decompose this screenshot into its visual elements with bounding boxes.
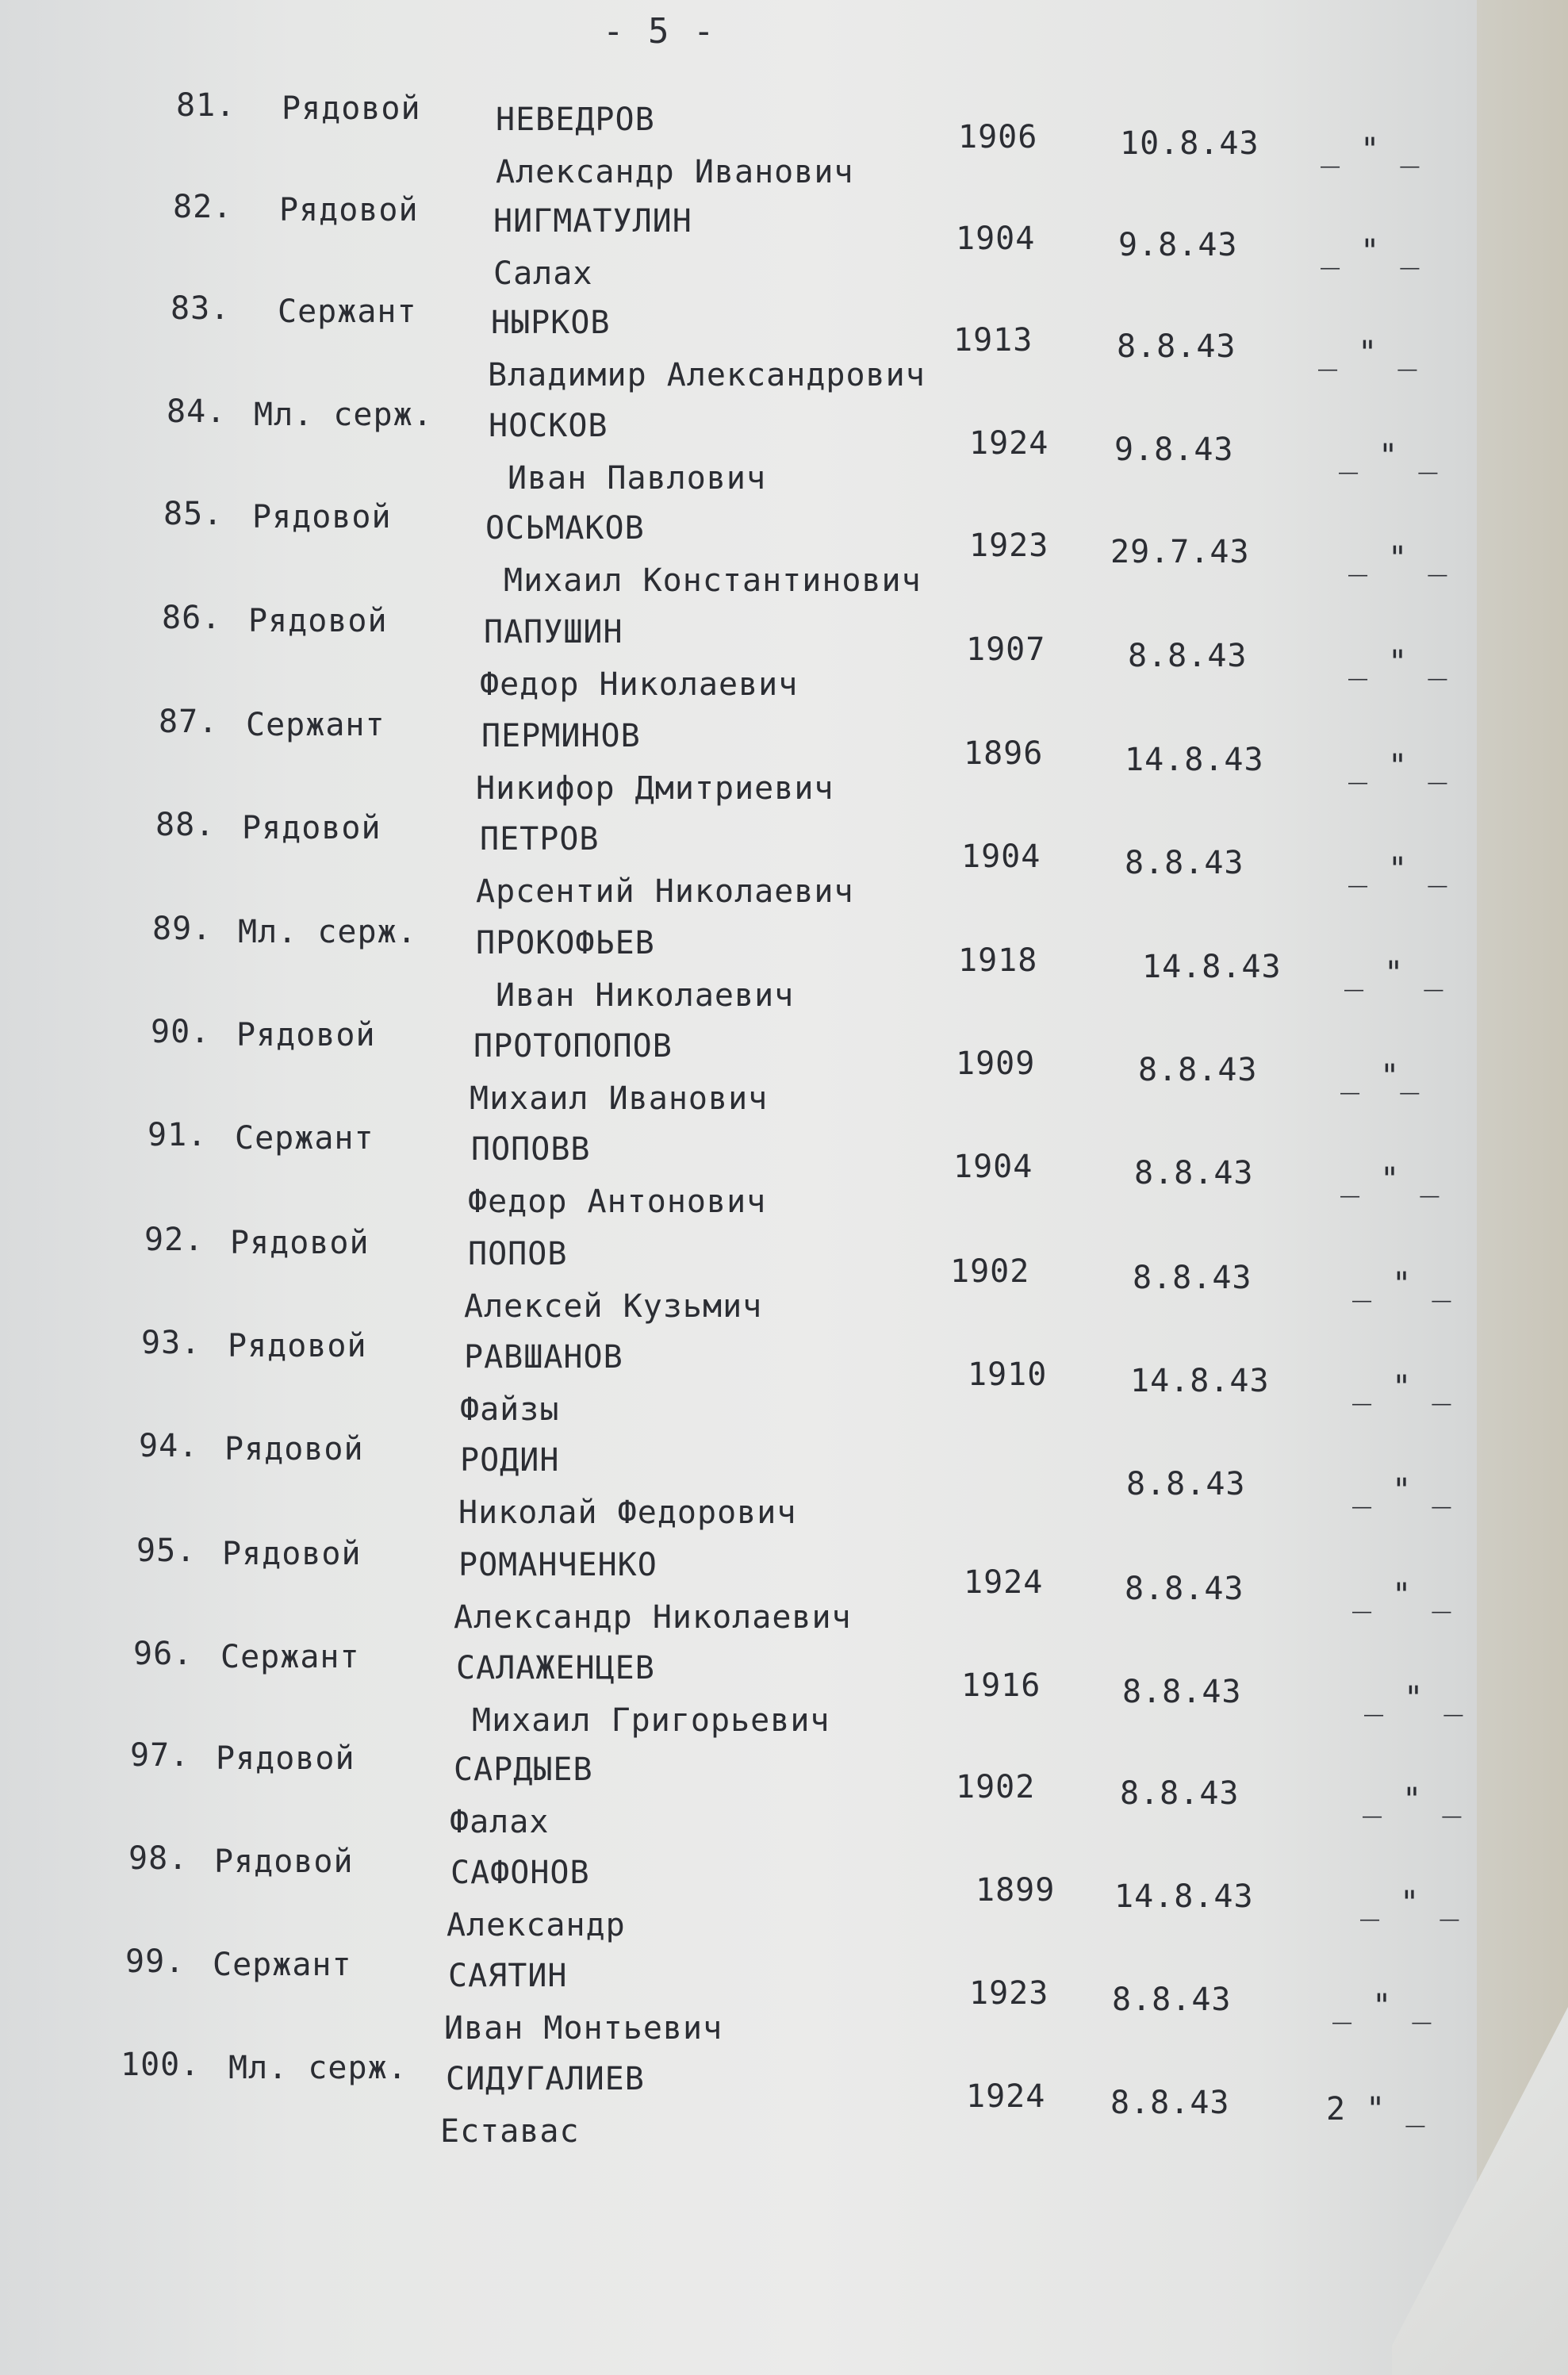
- list-item: [0, 807, 1477, 911]
- ditto-mark: _ " _: [1348, 851, 1448, 888]
- entry-number: 85.: [163, 496, 224, 532]
- list-item: [0, 1117, 1477, 1221]
- entry-rank: Рядовой: [236, 1017, 376, 1053]
- entry-rank: Рядовой: [222, 1536, 362, 1572]
- entry-surname: ПЕТРОВ: [480, 821, 600, 858]
- entry-year: 1923: [969, 1975, 1049, 2012]
- entry-year: 1916: [961, 1667, 1041, 1704]
- entry-date: 8.8.43: [1138, 1052, 1258, 1088]
- entry-year: 1910: [968, 1356, 1048, 1393]
- entry-number: 94.: [139, 1428, 199, 1464]
- entry-given-name: Еставас: [440, 2113, 580, 2150]
- entry-date: 14.8.43: [1125, 742, 1264, 778]
- background-edge: [1477, 0, 1568, 2375]
- entry-number: 83.: [171, 290, 231, 327]
- entry-surname: САРДЫЕВ: [454, 1752, 593, 1788]
- entry-given-name: Иван Павлович: [508, 460, 767, 497]
- entry-rank: Сержант: [220, 1639, 360, 1675]
- entry-date: 8.8.43: [1134, 1155, 1254, 1191]
- entry-number: 97.: [130, 1737, 190, 1774]
- entry-year: 1907: [966, 631, 1046, 668]
- entry-year: 1904: [961, 838, 1041, 875]
- entry-surname: СИДУГАЛИЕВ: [446, 2061, 645, 2097]
- entry-surname: ПОПОВ: [468, 1236, 568, 1272]
- entry-year: 1904: [956, 221, 1036, 257]
- entry-year: 1924: [966, 2078, 1046, 2115]
- entry-surname: САЯТИН: [448, 1958, 568, 1994]
- entry-surname: РОМАНЧЕНКО: [458, 1547, 657, 1583]
- entry-year: 1904: [953, 1149, 1033, 1185]
- ditto-mark: _ " _: [1363, 1782, 1463, 1818]
- entry-rank: Рядовой: [248, 603, 388, 639]
- list-item: [0, 393, 1477, 497]
- entry-given-name: Александр Иванович: [496, 154, 854, 190]
- ditto-mark: _ " _: [1348, 748, 1448, 785]
- entry-year: 1902: [956, 1769, 1036, 1805]
- entry-number: 96.: [133, 1636, 194, 1672]
- entry-given-name: Иван Николаевич: [496, 977, 795, 1014]
- entry-surname: ПОПОВВ: [471, 1131, 591, 1168]
- list-item: [0, 704, 1477, 808]
- list-item: [0, 1943, 1477, 2047]
- entry-year: 1902: [950, 1253, 1030, 1290]
- entry-date: 14.8.43: [1142, 949, 1282, 985]
- ditto-mark: _ " _: [1318, 335, 1418, 371]
- entry-year: 1899: [976, 1872, 1056, 1909]
- entry-number: 93.: [141, 1325, 201, 1361]
- entry-rank: Рядовой: [216, 1740, 355, 1777]
- entry-year: 1896: [964, 735, 1044, 772]
- entry-year: 1913: [953, 322, 1033, 359]
- list-item: [0, 87, 1477, 191]
- entry-surname: РОДИН: [460, 1442, 560, 1479]
- entry-rank: Мл. серж.: [254, 397, 433, 433]
- entry-rank: Рядовой: [230, 1225, 370, 1261]
- ditto-mark: _ " _: [1332, 1988, 1432, 2024]
- entry-date: 8.8.43: [1110, 2085, 1230, 2121]
- entry-given-name: Салах: [493, 255, 593, 292]
- entry-number: 87.: [159, 704, 219, 740]
- ditto-mark: _ " _: [1352, 1369, 1452, 1406]
- entry-number: 90.: [151, 1014, 211, 1050]
- entry-number: 100.: [121, 2047, 201, 2083]
- list-item: [0, 1014, 1477, 1118]
- ditto-mark: _ " _: [1344, 955, 1444, 992]
- entry-date: 8.8.43: [1133, 1260, 1252, 1296]
- entry-date: 8.8.43: [1122, 1674, 1242, 1710]
- entry-date: 14.8.43: [1130, 1363, 1270, 1399]
- list-item: [0, 1428, 1477, 1532]
- entry-surname: ОСЬМАКОВ: [485, 510, 645, 547]
- entry-rank: Рядовой: [279, 192, 419, 228]
- entry-surname: САФОНОВ: [450, 1855, 590, 1891]
- entry-date: 8.8.43: [1126, 1466, 1246, 1502]
- ditto-mark: _ " _: [1352, 1472, 1452, 1509]
- entry-rank: Мл. серж.: [238, 914, 417, 950]
- entry-date: 8.8.43: [1125, 1571, 1244, 1607]
- entry-number: 84.: [167, 393, 227, 430]
- entry-year: 1909: [956, 1046, 1036, 1082]
- entry-date: 29.7.43: [1110, 534, 1250, 570]
- ditto-mark: 2 " _: [1326, 2091, 1426, 2128]
- list-item: [0, 911, 1477, 1015]
- entry-date: 14.8.43: [1114, 1878, 1254, 1915]
- entry-number: 82.: [173, 189, 233, 225]
- entry-given-name: Файзы: [460, 1391, 560, 1428]
- entry-number: 81.: [176, 87, 236, 124]
- entry-rank: Сержант: [235, 1120, 374, 1157]
- list-item: [0, 1325, 1477, 1429]
- list-item: [0, 1636, 1477, 1740]
- page-number: - 5 -: [603, 11, 716, 52]
- entry-given-name: Николай Федорович: [458, 1494, 797, 1531]
- entry-number: 88.: [155, 807, 216, 843]
- entry-surname: НЕВЕДРОВ: [496, 102, 655, 138]
- entry-year: 1923: [969, 528, 1049, 564]
- ditto-mark: _ " _: [1360, 1885, 1460, 1921]
- entry-surname: ПРОТОПОПОВ: [473, 1028, 673, 1065]
- entry-surname: РАВШАНОВ: [464, 1339, 623, 1376]
- entry-given-name: Александр: [447, 1907, 626, 1943]
- list-item: [0, 290, 1477, 394]
- ditto-mark: _ "_: [1340, 1058, 1420, 1095]
- entry-number: 89.: [152, 911, 213, 947]
- ditto-mark: _ " _: [1352, 1266, 1452, 1303]
- entry-number: 86.: [162, 600, 222, 636]
- entry-number: 95.: [136, 1533, 197, 1569]
- entry-given-name: Алексей Кузьмич: [464, 1288, 763, 1325]
- entry-number: 92.: [144, 1222, 205, 1258]
- entry-rank: Рядовой: [242, 810, 381, 846]
- entry-number: 91.: [148, 1117, 208, 1153]
- entry-given-name: Федор Антонович: [468, 1184, 767, 1220]
- list-item: [0, 496, 1477, 600]
- entry-given-name: Фалах: [450, 1804, 550, 1840]
- entry-surname: ПРОКОФЬЕВ: [476, 925, 655, 961]
- entry-date: 8.8.43: [1120, 1775, 1240, 1812]
- ditto-mark: _ " _: [1364, 1680, 1464, 1717]
- entry-rank: Мл. серж.: [228, 2050, 408, 2086]
- entry-date: 8.8.43: [1128, 638, 1248, 674]
- entry-surname: НЫРКОВ: [491, 305, 611, 341]
- entry-rank: Рядовой: [282, 90, 421, 127]
- entry-number: 99.: [125, 1943, 186, 1980]
- entry-surname: НИГМАТУЛИН: [493, 203, 692, 240]
- ditto-mark: _ " _: [1352, 1577, 1452, 1613]
- list-item: [0, 1533, 1477, 1636]
- entry-surname: ПАПУШИН: [484, 614, 623, 650]
- entry-given-name: Федор Николаевич: [480, 666, 799, 703]
- entry-rank: Рядовой: [228, 1328, 367, 1364]
- list-item: [0, 2047, 1477, 2151]
- entry-given-name: Михаил Константинович: [504, 562, 922, 599]
- ditto-mark: _ " _: [1340, 1161, 1440, 1198]
- entry-rank: Сержант: [278, 294, 417, 330]
- ditto-mark: _ " _: [1321, 132, 1420, 168]
- entry-given-name: Иван Монтьевич: [444, 2010, 723, 2047]
- entry-date: 9.8.43: [1118, 227, 1238, 263]
- entry-surname: НОСКОВ: [489, 408, 608, 444]
- list-item: [0, 189, 1477, 293]
- entry-given-name: Михаил Иванович: [470, 1080, 769, 1117]
- list-item: [0, 1737, 1477, 1841]
- entry-year: 1924: [969, 425, 1049, 462]
- entry-rank: Рядовой: [252, 499, 392, 535]
- entry-date: 8.8.43: [1112, 1982, 1232, 2018]
- entry-surname: ПЕРМИНОВ: [481, 718, 641, 754]
- entry-given-name: Михаил Григорьевич: [472, 1702, 830, 1739]
- list-item: [0, 1222, 1477, 1326]
- entry-rank: Сержант: [246, 707, 385, 743]
- entry-year: 1918: [958, 942, 1038, 979]
- entry-given-name: Никифор Дмитриевич: [476, 770, 834, 807]
- ditto-mark: _ " _: [1348, 540, 1448, 577]
- entry-date: 8.8.43: [1125, 845, 1244, 881]
- entry-given-name: Владимир Александрович: [488, 357, 926, 393]
- entry-surname: САЛАЖЕНЦЕВ: [456, 1650, 655, 1686]
- list-item: [0, 1840, 1477, 1944]
- entry-rank: Рядовой: [214, 1844, 354, 1880]
- list-item: [0, 600, 1477, 704]
- entry-rank: Сержант: [213, 1947, 352, 1983]
- entry-date: 8.8.43: [1117, 328, 1236, 365]
- entry-date: 10.8.43: [1120, 125, 1259, 162]
- entry-given-name: Александр Николаевич: [454, 1599, 852, 1636]
- ditto-mark: _ " _: [1348, 644, 1448, 681]
- entry-date: 9.8.43: [1114, 432, 1234, 468]
- entry-rank: Рядовой: [224, 1431, 364, 1468]
- entry-year: 1924: [964, 1564, 1044, 1601]
- entry-number: 98.: [128, 1840, 189, 1877]
- ditto-mark: _ " _: [1339, 438, 1439, 474]
- entry-year: 1906: [958, 119, 1038, 155]
- entry-given-name: Арсентий Николаевич: [476, 873, 854, 910]
- ditto-mark: _ " _: [1321, 233, 1420, 270]
